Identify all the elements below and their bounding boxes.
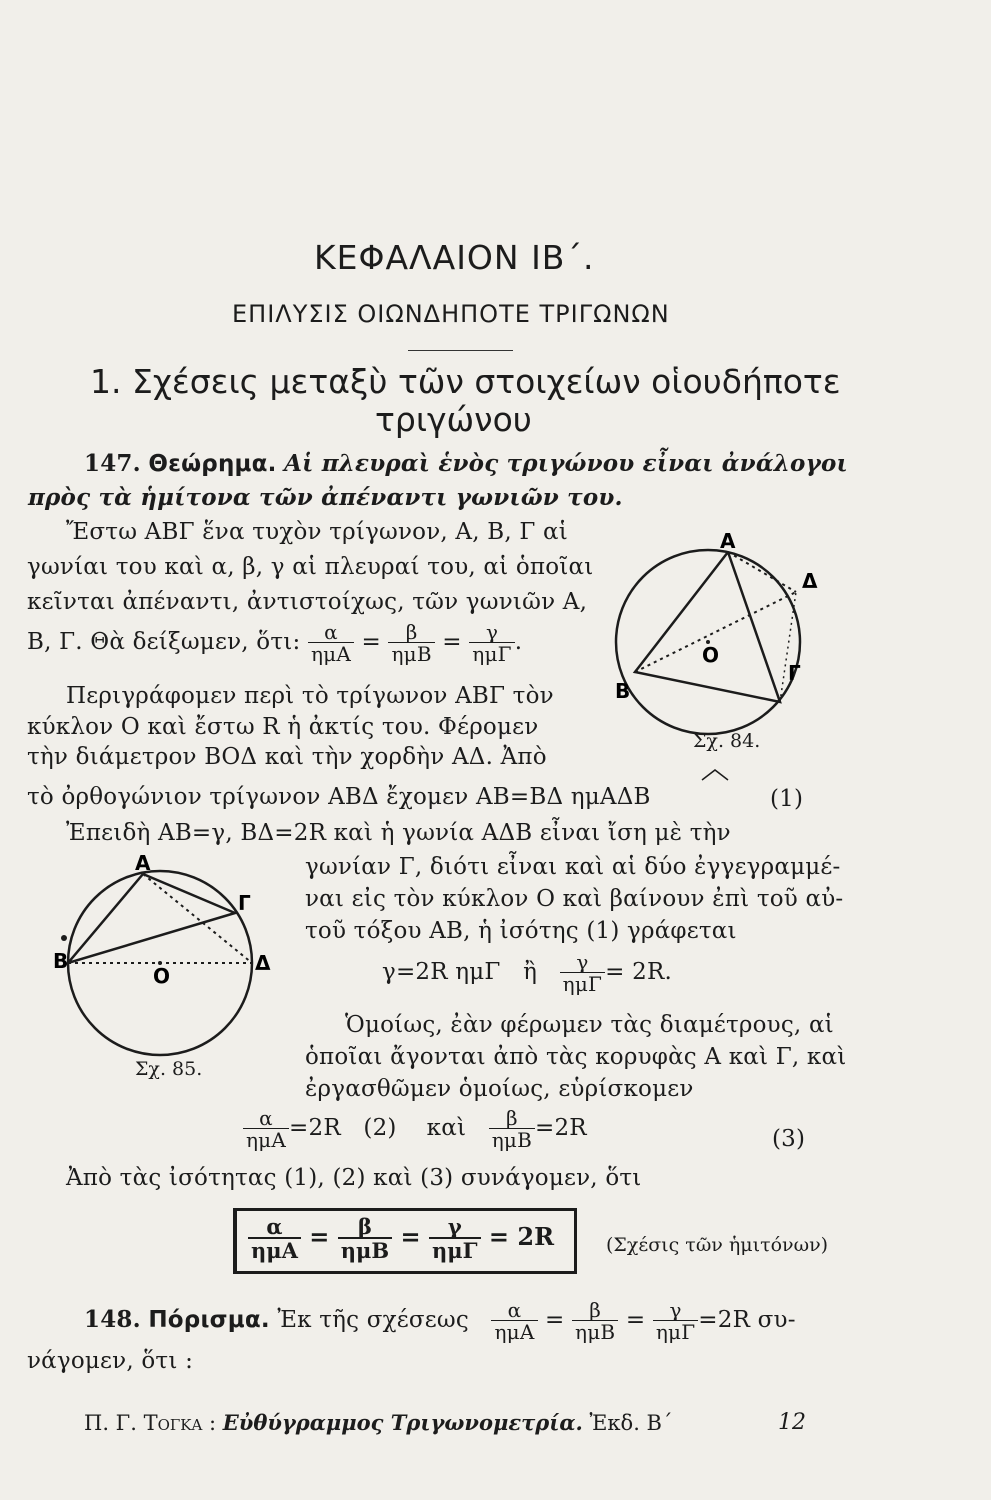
frac-num: β [505,1106,518,1130]
corollary-rhs: =2R συ- [698,1307,796,1333]
body-line-9: Ἐπειδὴ ΑΒ=γ, ΒΔ=2R καὶ ἡ γωνία ΑΔΒ εἶναι ἴση μὲ τὴν [66,820,731,846]
body-line-13 [382,952,672,994]
frac-den: ημΓ [429,1237,481,1261]
eq-gamma-2R: γ=2R ημΓ [382,959,501,985]
figure-85 [53,851,280,1063]
eq-2R: = 2R. [605,959,672,985]
fig85-label-B: Β [53,949,69,973]
footer-book: Εὐθύγραμμος Τριγωνομετρία. [222,1410,583,1435]
corollary-text: Ἐκ τῆς σχέσεως [277,1307,469,1333]
body-line-12: τοῦ τόξου ΑΒ, ἡ ἰσότης (1) γράφεται [305,918,737,944]
law-of-sines-caption: (Σχέσις τῶν ἡμιτόνων) [606,1234,829,1256]
frac-den: ημΑ [308,642,354,664]
fig84-caption: Σχ. 84. [693,730,761,752]
period: . [514,629,523,655]
cor-frac-a [491,1300,537,1342]
body-line-8: τὸ ὀρθογώνιον τρίγωνον ΑΒΔ ἔχομεν ΑΒ=ΒΔ ημΑΔΒ [27,784,651,810]
body-line-4-prefix: Β, Γ. Θὰ δείξωμεν, ὅτι: [27,629,301,655]
cor-frac-b [572,1300,618,1342]
footer-edition: Ἐκδ. Β΄ [589,1411,673,1435]
body-line-7: τὴν διάμετρον ΒΟΔ καὶ τὴν χορδὴν ΑΔ. Ἀπὸ [27,744,547,770]
frac-den: ημΑ [248,1237,301,1261]
frac-num: γ [576,950,589,974]
frac-den: ημΒ [338,1237,392,1261]
frac-den: ημΒ [489,1128,535,1150]
fig84-label-B: Β [615,679,631,703]
eq-number-1: (1) [770,786,804,812]
fig85-label-D: Δ [255,951,271,975]
body-line-11: ναι εἰς τὸν κύκλον Ο καὶ βαίνουν ἐπὶ τοῦ αὐ- [305,886,844,912]
body-line-4 [27,622,522,664]
eq2-rhs: =2R [289,1115,341,1141]
fig84-triangle [635,552,780,702]
and-word: καὶ [426,1115,467,1141]
theorem-label: Θεώρημα. [148,451,277,477]
corollary-number: 148. [84,1306,141,1333]
frac-den: ημΓ [653,1320,698,1342]
frac-a-sinA-2 [243,1108,289,1150]
body-line-14: Ὁμοίως, ἐὰν φέρωμεν τὰς διαμέτρους, αἱ [345,1012,834,1038]
body-line-6: κύκλον Ο καὶ ἔστω R ἡ ἀκτίς του. Φέρομεν [27,714,539,740]
equals: = [625,1307,646,1333]
body-line-5: Περιγράφομεν περὶ τὸ τρίγωνον ΑΒΓ τὸν [66,683,554,709]
equals: = [361,629,381,655]
theorem-statement-1: Αἱ πλευραὶ ἑνὸς τριγώνου εἶναι ἀνάλογοι [284,450,848,477]
frac-num: β [589,1298,602,1322]
eq-number-2: (2) [363,1115,397,1141]
fig84-label-D: Δ [802,569,818,593]
frac-den: ημΒ [388,642,434,664]
frac-num: α [266,1214,283,1239]
equals: = [442,629,462,655]
equations-2-3 [243,1108,587,1150]
eq-number-3: (3) [772,1126,806,1152]
eq3-rhs: =2R [535,1115,587,1141]
frac-b-sinB [388,622,434,664]
law-of-sines-formula [248,1216,554,1261]
frac-num: α [259,1106,273,1130]
chapter-title: ΚΕΦΑΛΑΙΟΝ ΙΒ΄. [314,238,595,277]
fig84-label-O: Ο [702,643,720,667]
fig85-chord [143,874,252,963]
footer-author: Π. Γ. Τογκα : [84,1411,217,1435]
angle-arc-mark [700,768,730,782]
corollary-line [84,1300,796,1342]
frac-a-sinA [308,622,354,664]
frac-num: γ [447,1214,462,1239]
cor-frac-g [653,1300,698,1342]
frac-den: ημΓ [469,642,514,664]
theorem-statement-2: πρὸς τὰ ἡμίτονα τῶν ἀπέναντι γωνιῶν του. [28,484,623,511]
figure-84 [590,520,830,750]
box-frac-a [248,1216,301,1261]
fig85-label-O: Ο [153,964,171,988]
frac-den: ημΑ [243,1128,289,1150]
fig85-triangle [68,874,235,963]
fig85-label-A: Α [135,851,151,875]
frac-num: γ [485,620,499,644]
body-line-18: Ἀπὸ τὰς ἰσότητας (1), (2) καὶ (3) συνάγομεν, ὅτι [66,1165,642,1191]
body-line-16: ἐργασθῶμεν ὁμοίως, εὑρίσκομεν [305,1076,694,1102]
theorem-number: 147. [84,450,141,477]
corollary-label: Πόρισμα. [148,1307,270,1333]
frac-num: β [357,1214,372,1239]
theorem-line1 [84,450,848,477]
fig84-chord [728,552,796,592]
frac-den: ημΓ [560,972,605,994]
section-heading-line1: 1. Σχέσεις μεταξὺ τῶν στοιχείων οἱουδήποτε [90,362,841,401]
equals: = [545,1307,565,1333]
frac-num: β [405,620,418,644]
body-line-1: Ἔστω ΑΒΓ ἕνα τυχὸν τρίγωνον, Α, Β, Γ αἱ [66,519,568,545]
fig85-label-G: Γ [238,891,251,915]
box-rhs: = 2R [488,1222,555,1251]
body-line-3: κεῖνται ἀπέναντι, ἀντιστοίχως, τῶν γωνιῶν Α, [27,589,588,615]
frac-num: α [324,620,338,644]
section-heading-line2: τριγώνου [375,400,532,439]
fig84-label-A: Α [720,529,736,553]
frac-g-sinG-2 [560,952,605,994]
page-number: 12 [778,1410,806,1435]
frac-num: γ [669,1298,682,1322]
box-frac-g [429,1216,481,1261]
frac-den: ημΑ [491,1320,537,1342]
frac-den: ημΒ [572,1320,618,1342]
fig84-label-G: Γ [788,661,801,685]
body-line-10: γωνίαν Γ, διότι εἶναι καὶ αἱ δύο ἐγγεγραμμέ- [305,854,841,880]
frac-g-sinG [469,622,514,664]
footer [84,1410,672,1435]
box-frac-b [338,1216,392,1261]
corollary-continuation: νάγομεν, ὅτι : [27,1348,194,1374]
fig85-dot-B [61,935,67,941]
chapter-subtitle: ΕΠΙΛΥΣΙΣ ΟΙΩΝΔΗΠΟΤΕ ΤΡΙΓΩΝΩΝ [232,300,670,328]
or-word: ἢ [523,959,538,985]
equals: = [400,1222,421,1251]
header-divider [408,350,513,351]
body-line-15: ὁποῖαι ἄγονται ἀπὸ τὰς κορυφὰς Α καὶ Γ, καὶ [305,1044,847,1070]
frac-num: α [507,1298,522,1322]
fig85-caption: Σχ. 85. [135,1058,203,1080]
body-line-2: γωνίαι του καὶ α, β, γ αἱ πλευραί του, αἱ ὁποῖαι [27,554,594,580]
equals: = [309,1222,330,1251]
frac-b-sinB-2 [489,1108,535,1150]
